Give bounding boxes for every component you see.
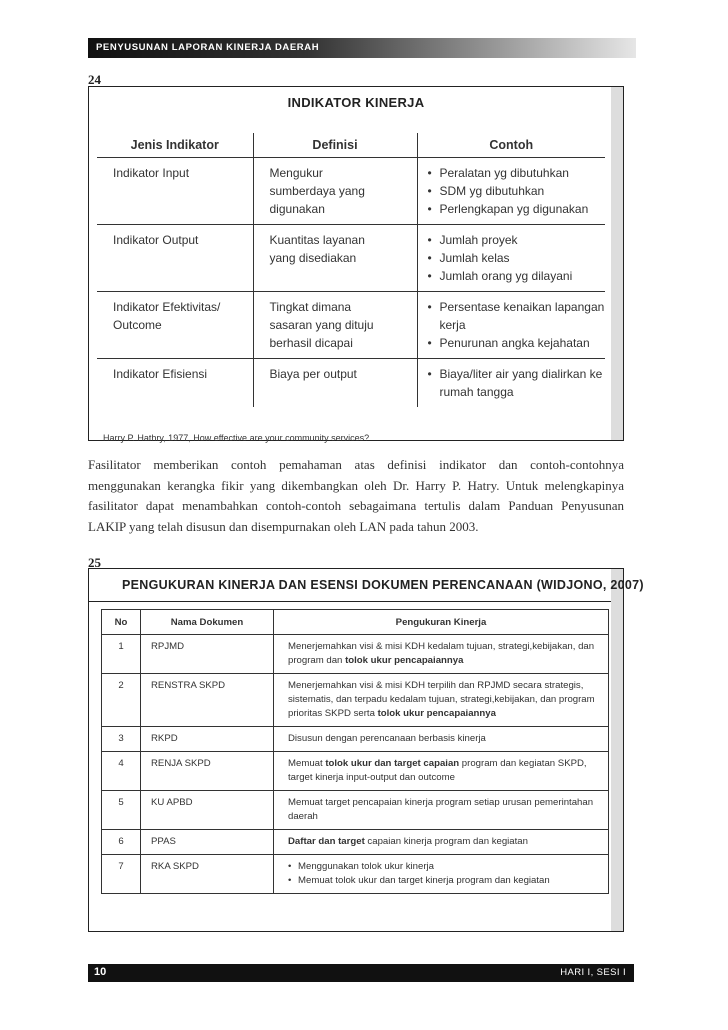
jenis-text: Indikator Output [113, 233, 199, 247]
no-cell: 3 [102, 727, 141, 752]
definisi-text: berhasil dicapai [269, 336, 353, 350]
pengukuran-text: tolok ukur dan target capaian [325, 758, 460, 769]
no-cell: 5 [102, 791, 141, 830]
section-label: HARI I, SESI I [560, 967, 626, 978]
column-header: Contoh [417, 133, 605, 158]
dokumen-cell: RENSTRA SKPD [141, 674, 274, 727]
column-header: Pengukuran Kinerja [274, 610, 609, 635]
column-header: Nama Dokumen [141, 610, 274, 635]
dokumen-cell: RPJMD [141, 635, 274, 674]
pengukuran-cell [274, 674, 609, 727]
pengukuran-text: tolok ukur pencapaiannya [345, 655, 464, 666]
no-cell: 4 [102, 752, 141, 791]
jenis-text: Indikator Input [113, 166, 190, 180]
jenis-text: Indikator Efektivitas/ [113, 300, 221, 314]
slide-title: INDIKATOR KINERJA [287, 95, 425, 110]
title-divider [89, 601, 611, 602]
jenis-cell [97, 158, 253, 225]
pengukuran-text: Memuat [288, 758, 326, 769]
table-row [102, 855, 609, 894]
pengukuran-cell [274, 830, 609, 855]
contoh-cell [417, 359, 605, 408]
source-note: Harry P. Hathry, 1977, How effective are your community services? [103, 433, 370, 443]
pengukuran-cell [274, 752, 609, 791]
dokumen-cell: KU APBD [141, 791, 274, 830]
table-row [102, 727, 609, 752]
jenis-text: Indikator Efisiensi [113, 367, 208, 381]
column-header: Definisi [253, 133, 417, 158]
definisi-text: digunakan [269, 202, 325, 216]
indikator-table [97, 133, 605, 407]
pengukuran-cell [274, 855, 609, 894]
pengukuran-text: Memuat target pencapaian kinerja program setiap urusan pemerintahan daerah [288, 797, 594, 822]
slide-title: PENGUKURAN KINERJA DAN ESENSI DOKUMEN PERENCANAAN (WIDJONO, 2007) [122, 578, 644, 592]
no-cell: 7 [102, 855, 141, 894]
table-row [97, 292, 605, 359]
definisi-cell [253, 158, 417, 225]
definisi-text: yang disediakan [269, 251, 357, 265]
dokumen-cell: PPAS [141, 830, 274, 855]
no-cell: 1 [102, 635, 141, 674]
slide-number-25: 25 [88, 555, 101, 570]
definisi-text: Biaya per output [269, 367, 357, 381]
no-cell: 6 [102, 830, 141, 855]
pengukuran-text: program dan kegiatan SKPD, target kinerja input-output dan outcome [288, 758, 587, 783]
dokumen-cell: RKA SKPD [141, 855, 274, 894]
jenis-cell [97, 292, 253, 359]
contoh-cell [417, 225, 605, 292]
contoh-item: • Persentase kenaikan lapangan kerja [428, 298, 606, 334]
table-header-row [97, 133, 605, 158]
table-row [97, 158, 605, 225]
pengukuran-cell [274, 727, 609, 752]
no-cell: 2 [102, 674, 141, 727]
pengukuran-cell [274, 791, 609, 830]
table-row [97, 359, 605, 408]
column-header: Jenis Indikator [97, 133, 253, 158]
definisi-text: Kuantitas layanan [269, 233, 365, 247]
definisi-cell [253, 359, 417, 408]
slide-number-24: 24 [88, 72, 101, 87]
definisi-text: Tingkat dimana [269, 300, 352, 314]
table-row [102, 674, 609, 727]
table-row [102, 752, 609, 791]
header-bar [88, 38, 636, 58]
pengukuran-bullet: • Memuat tolok ukur dan target kinerja program dan kegiatan [288, 874, 602, 888]
body-paragraph: Fasilitator memberikan contoh pemahaman atas definisi indikator dan contoh-contohnya menggunakan kerangka fikir yang dikembangkan oleh Dr. Harry P. Hatry. Untuk melengkapinya fasilitator dapat menambahkan contoh-contoh sebagaimana tertulis dalam Panduan Penyusunan LAKIP yang telah disusun dan disempurnakan oleh LAN pada tahun 2003. [88, 457, 624, 534]
pengukuran-text: capaian kinerja program dan kegiatan [364, 836, 528, 847]
jenis-cell [97, 225, 253, 292]
definisi-text: Mengukur [269, 166, 323, 180]
dokumen-cell: RKPD [141, 727, 274, 752]
jenis-text: Outcome [113, 318, 162, 332]
slide-shadow [611, 569, 623, 931]
table-row [97, 225, 605, 292]
pengukuran-table [101, 609, 609, 894]
pengukuran-text: Daftar dan target [288, 836, 365, 847]
contoh-item: • SDM yg dibutuhkan [428, 182, 606, 200]
pengukuran-text: Disusun dengan perencanaan berbasis kinerja [288, 733, 486, 744]
jenis-cell [97, 359, 253, 408]
slide-pengukuran-kinerja [88, 568, 644, 932]
pengukuran-text: Menerjemahkan visi & misi KDH terpilih dan RPJMD secara strategis, sistematis, dan terpadu kedalam tujuan, strategi,kebijakan, dan program prioritas SKPD serta [288, 680, 595, 719]
page-number: 10 [94, 966, 107, 978]
contoh-item: • Biaya/liter air yang dialirkan ke rumah tangga [428, 365, 606, 401]
contoh-item: • Jumlah proyek [428, 231, 606, 249]
definisi-cell [253, 292, 417, 359]
table-row [102, 791, 609, 830]
pengukuran-text: Menerjemahkan visi & misi KDH kedalam tujuan, strategi,kebijakan, dan program dan [288, 641, 595, 666]
column-header: No [102, 610, 141, 635]
definisi-cell [253, 225, 417, 292]
pengukuran-cell [274, 635, 609, 674]
contoh-cell [417, 292, 605, 359]
dokumen-cell: RENJA SKPD [141, 752, 274, 791]
contoh-cell [417, 158, 605, 225]
slide-shadow [611, 87, 623, 440]
pengukuran-list [288, 860, 602, 888]
contoh-item: • Jumlah kelas [428, 249, 606, 267]
contoh-item: • Jumlah orang yg dilayani [428, 267, 606, 285]
contoh-item: • Penurunan angka kejahatan [428, 334, 606, 352]
footer-bar [88, 964, 634, 982]
slide-indikator-kinerja [88, 86, 624, 441]
table-row [102, 830, 609, 855]
definisi-text: sumberdaya yang [269, 184, 365, 198]
contoh-item: • Perlengkapan yg digunakan [428, 200, 606, 218]
table-row [102, 635, 609, 674]
definisi-text: sasaran yang dituju [269, 318, 374, 332]
table-header-row [102, 610, 609, 635]
contoh-item: • Peralatan yg dibutuhkan [428, 164, 606, 182]
header-title: PENYUSUNAN LAPORAN KINERJA DAERAH [96, 42, 320, 53]
pengukuran-text: tolok ukur pencapaiannya [377, 708, 496, 719]
pengukuran-bullet: • Menggunakan tolok ukur kinerja [288, 860, 602, 874]
